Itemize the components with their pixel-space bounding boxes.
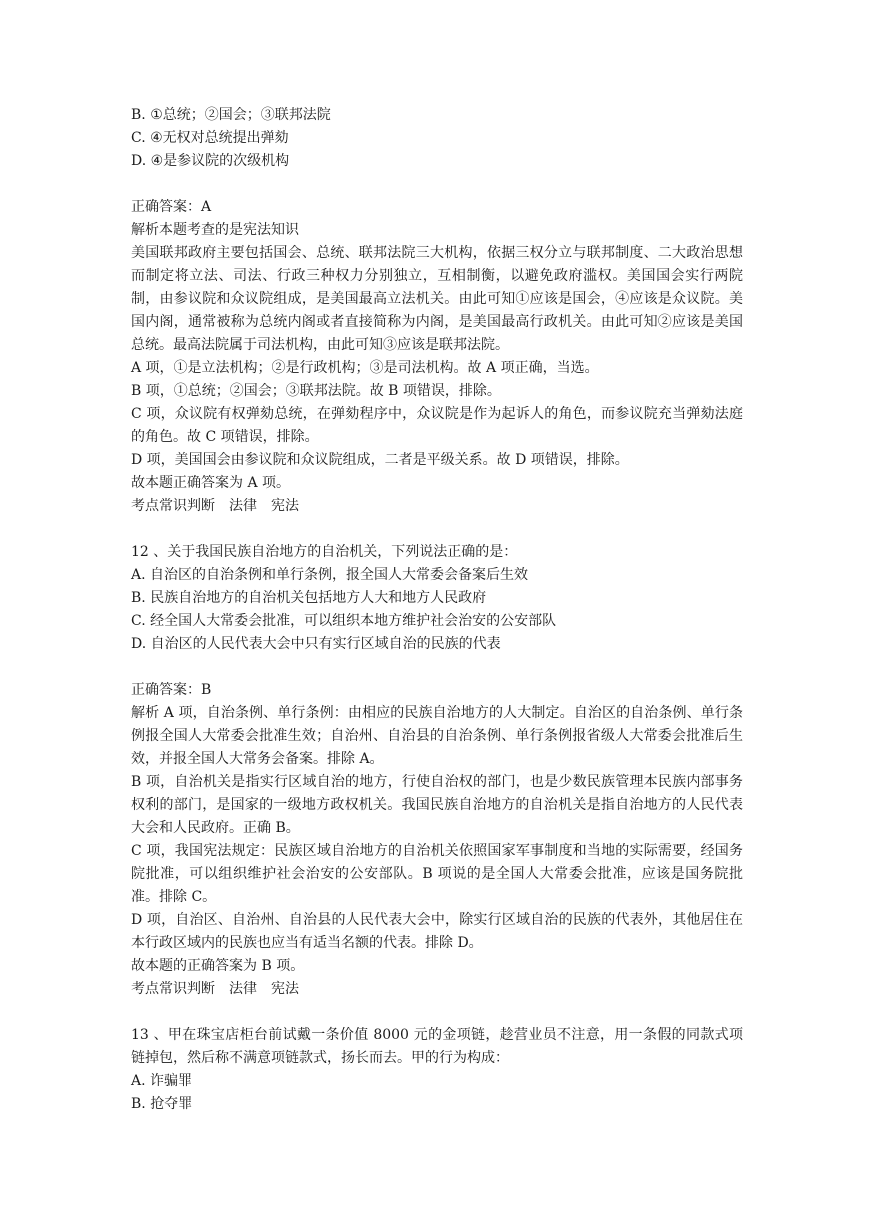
q11-conclusion: 故本题正确答案为 A 项。 <box>131 475 291 491</box>
spacer <box>131 173 743 196</box>
q11-item-b: B 项，①总统；②国会；③联邦法院。故 B 项错误，排除。 <box>131 383 501 399</box>
q12-item-c: C 项，我国宪法规定：民族区域自治地方的自治机关依照国家军事制度和当地的实际需要，经国务院批准，可以组织维护社会治安的公安部队。B 项说的是全国人大常委会批准，应该是国务院批准。排除 C。 <box>131 843 743 905</box>
q11-option-d: D. ④是参议院的次级机构 <box>131 153 290 169</box>
spacer <box>131 518 743 541</box>
q11-analysis-body: 美国联邦政府主要包括国会、总统、联邦法院三大机构，依据三权分立与联邦制度、二大政治思想而制定将立法、司法、行政三种权力分别独立，互相制衡，以避免政府滥权。美国国会实行两院制，由参议院和众议院组成，是美国最高立法机关。由此可知①应该是国会，④应该是众议院。美国内阁，通常被称为总统内阁或者直接简称为内阁，是美国最高行政机关。由此可知②应该是美国总统。最高法院属于司法机构，由此可知③应该是联邦法院。 <box>131 245 743 353</box>
spacer <box>131 1001 743 1024</box>
q12-tags: 考点常识判断 法律 宪法 <box>131 981 299 997</box>
q12-option-a: A. 自治区的自治条例和单行条例，报全国人大常委会备案后生效 <box>131 567 529 583</box>
q13-option-b: B. 抢夺罪 <box>131 1096 193 1112</box>
q11-analysis-title: 解析本题考查的是宪法知识 <box>131 222 299 238</box>
q11-item-d: D 项，美国国会由参议院和众议院组成，二者是平级关系。故 D 项错误，排除。 <box>131 452 629 468</box>
q11-option-b: B. ①总统；②国会；③联邦法院 <box>131 107 331 123</box>
q13-option-a: A. 诈骗罪 <box>131 1073 193 1089</box>
q12-item-b: B 项，自治机关是指实行区域自治的地方，行使自治权的部门，也是少数民族管理本民族内部事务权利的部门，是国家的一级地方政权机关。我国民族自治地方的自治机关是指自治地方的人民代表大会和人民政府。正确 B。 <box>131 774 743 836</box>
q12-item-d: D 项，自治区、自治州、自治县的人民代表大会中，除实行区域自治的民族的代表外，其他居住在本行政区域内的民族也应当有适当名额的代表。排除 D。 <box>131 912 743 951</box>
q12-option-d: D. 自治区的人民代表大会中只有实行区域自治的民族的代表 <box>131 636 501 652</box>
q11-item-c: C 项，众议院有权弹劾总统，在弹劾程序中，众议院是作为起诉人的角色，而参议院充当弹劾法庭的角色。故 C 项错误，排除。 <box>131 406 743 445</box>
spacer <box>131 656 743 679</box>
q12-item-a: 解析 A 项，自治条例、单行条例：由相应的民族自治地方的人大制定。自治区的自治条例、单行条例报全国人大常委会批准生效；自治州、自治县的自治条例、单行条例报省级人大常委会批准后生效，并报全国人大常务会备案。排除 A。 <box>131 705 743 767</box>
q13-stem: 13 、甲在珠宝店柜台前试戴一条价值 8000 元的金项链，趁营业员不注意，用一条假的同款式项链掉包，然后称不满意项链款式，扬长而去。甲的行为构成： <box>131 1027 743 1066</box>
q11-tags: 考点常识判断 法律 宪法 <box>131 498 299 514</box>
q12-stem: 12 、关于我国民族自治地方的自治机关，下列说法正确的是： <box>131 544 518 560</box>
q12-option-b: B. 民族自治地方的自治机关包括地方人大和地方人民政府 <box>131 590 487 606</box>
q12-conclusion: 故本题的正确答案为 B 项。 <box>131 958 305 974</box>
document-content <box>131 104 743 1116</box>
q11-item-a: A 项，①是立法机构；②是行政机构；③是司法机构。故 A 项正确，当选。 <box>131 360 599 376</box>
q11-answer: 正确答案：A <box>131 199 212 215</box>
q12-option-c: C. 经全国人大常委会批准，可以组织本地方维护社会治安的公安部队 <box>131 613 557 629</box>
q11-option-c: C. ④无权对总统提出弹劾 <box>131 130 289 146</box>
q12-answer: 正确答案：B <box>131 682 212 698</box>
